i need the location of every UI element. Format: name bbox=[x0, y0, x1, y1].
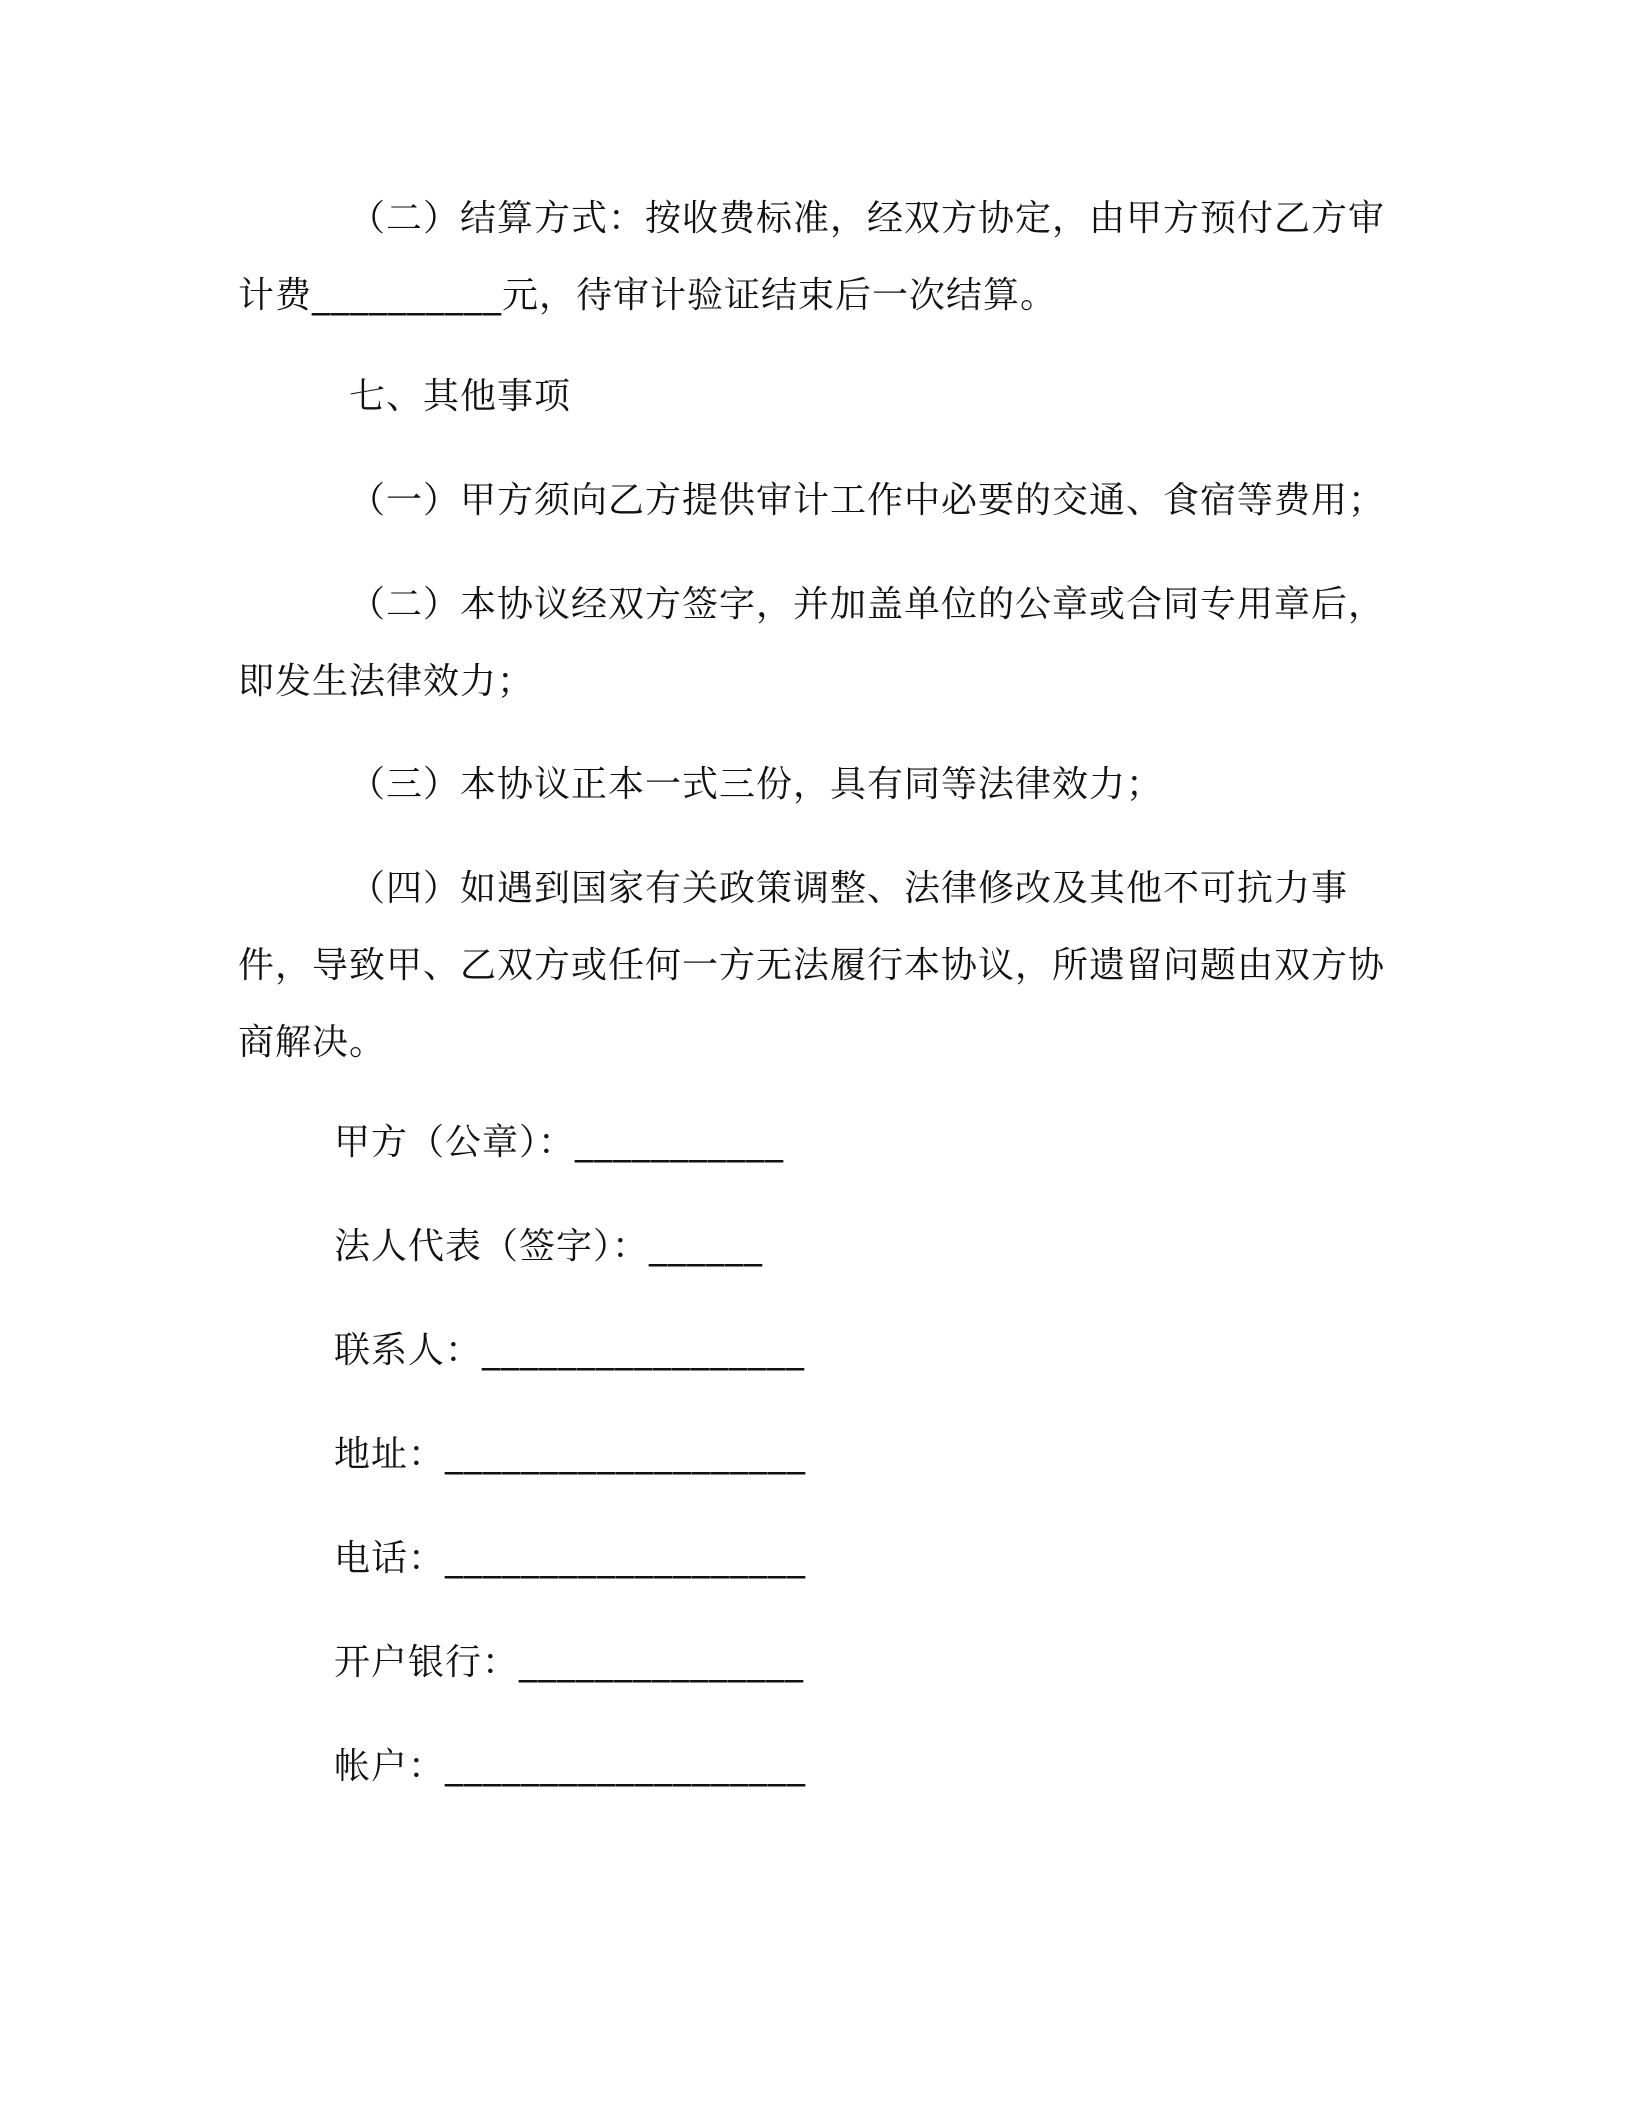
contact-person-field: 联系人：_________________ bbox=[334, 1330, 806, 1371]
copies-paragraph: （三）本协议正本一式三份，具有同等法律效力； bbox=[349, 764, 1164, 805]
legal-effect-paragraph: （二）本协议经双方签字，并加盖单位的公章或合同专用章后，即发生法律效力； bbox=[238, 584, 1386, 702]
settlement-method-paragraph: （二）结算方式：按收费标准，经双方协定，由甲方预付乙方审计费__________元，待审计验证结束后一次结算。 bbox=[238, 198, 1386, 316]
party-a-seal-field: 甲方（公章）：___________ bbox=[334, 1122, 785, 1163]
expenses-paragraph: （一）甲方须向乙方提供审计工作中必要的交通、食宿等费用； bbox=[349, 480, 1386, 521]
account-field: 帐户：___________________ bbox=[334, 1746, 807, 1787]
legal-representative-field: 法人代表（签字）：______ bbox=[334, 1226, 764, 1267]
other-matters-heading: 七、其他事项 bbox=[349, 376, 572, 417]
bank-field: 开户银行：_______________ bbox=[334, 1642, 805, 1683]
force-majeure-paragraph: （四）如遇到国家有关政策调整、法律修改及其他不可抗力事件，导致甲、乙双方或任何一方无法履行本协议，所遗留问题由双方协商解决。 bbox=[238, 868, 1386, 1063]
address-field: 地址：___________________ bbox=[334, 1434, 807, 1475]
phone-field: 电话：___________________ bbox=[334, 1538, 807, 1579]
